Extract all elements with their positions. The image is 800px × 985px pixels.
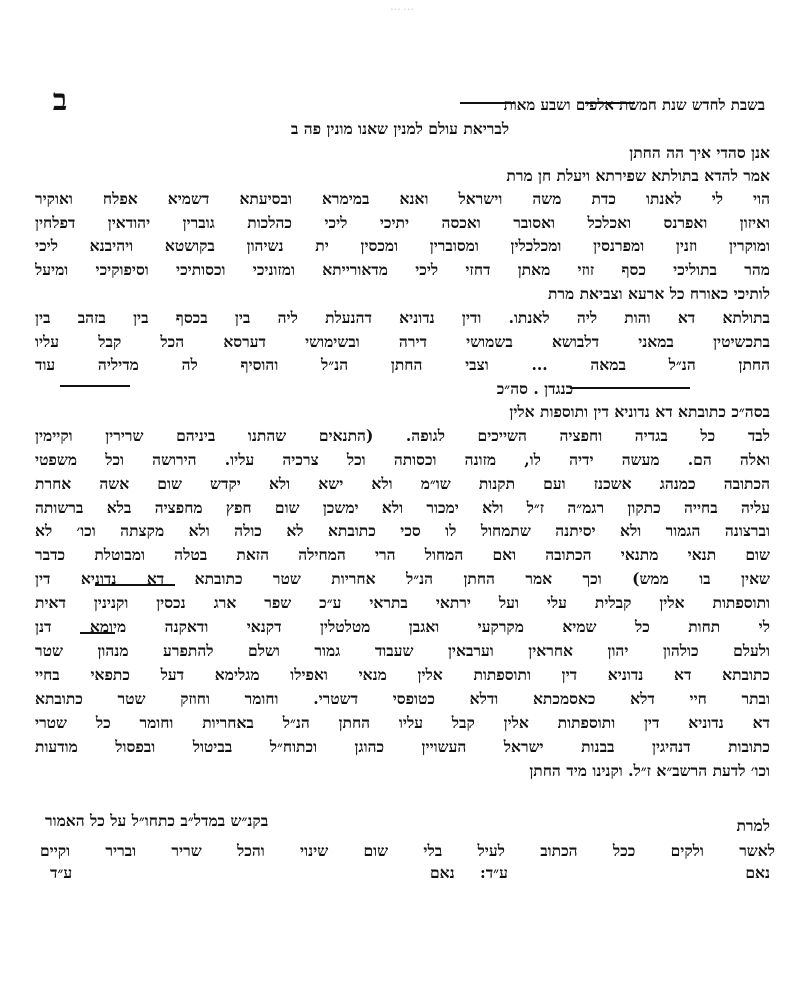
header-letter-bet: ב: [52, 83, 68, 118]
body-line: בתכשיטין במאני דלבושא בשמושי דירה ובשימושי דערסא הכל קבל עליו: [35, 332, 770, 351]
body-line: ותוספתות אלין קבלית עלי ועל ירתאי בתראי ע״כ שפר ארג נכסין וקנינין דאית: [35, 593, 770, 612]
fill-in-blank: [460, 102, 515, 104]
body-line: בתולתא דא והות ליה לאנתו. ודין נדוניא דהנעלת ליה בין בכסף בין בזהב בין: [35, 308, 770, 327]
body-line: לותיכי כאורח כל ארעא וצביאת מרת: [547, 284, 770, 303]
witness-label-2: נאם: [430, 863, 455, 882]
body-line: וברצונה הגמור ולא יסיתנה שתמחול לו סכי כתובתא לא כולה ולא מקצתה וכו׳ לא: [35, 521, 770, 540]
body-line: כתובתא דא נדוניא דין ותוספתות אלין מנאי ואפילו מגלימא דעל כתפאי בחיי: [35, 665, 770, 684]
fill-in-blank: [60, 385, 130, 387]
body-line: אמר להדא בתולתא שפירתא ויעלת חן מרת: [506, 166, 770, 185]
header-line-1: בשבת לחדש שנת חמשת אלפים ושבע מאות: [503, 96, 765, 114]
fill-in-blank: [80, 632, 115, 634]
body-line: אנן סהדי איך הה החתן: [629, 143, 770, 162]
fill-in-blank: [570, 387, 690, 389]
body-line: הכתובה כמנהג אשכנז ועם תקנות שו״מ ולא ישא ולא יקדש שום אשה אחרת: [35, 474, 770, 493]
faint-top-text: ……: [390, 0, 416, 13]
fill-in-blank: [95, 584, 175, 586]
fill-in-blank: [585, 102, 635, 104]
body-line: עליה בחייה כתקון רגמ״ה ז״ל ולא ימכור ולא ימשכן שום חפץ מחפציה בלא ברשותה: [35, 498, 770, 517]
witness-label-4: נאם: [745, 863, 770, 882]
witness-label-1: ע״ד:: [480, 863, 508, 882]
body-line: בסה״כ כתובתא דא נדוניא דין ותוספות אלין: [509, 402, 770, 421]
closing-kinyan: בקנ״ש במדל״ב כתחו״ל על כל האמור: [45, 811, 269, 830]
body-line: החתן הנ״ל במאה ... וצבי החתן הנ״ל והוסיף לה מדיליה עוד: [35, 355, 770, 374]
body-line: ואיזון ואפרנס ואכלכל ואסובר ואכסה יתיכי ליכי כהלכות גוברין יהודאין דפלחין: [35, 213, 770, 232]
header-line-2: לבריאת עולם למנין שאנו מונין פה ב: [290, 119, 510, 138]
body-line: שאין בו ממש) וכך אמר החתן הנ״ל אחריות שטר כתובתא דא נדוניא דין: [35, 569, 770, 588]
body-line: ומוקרין וזנין ומפרנסין ומכלכלין ומסוברין ומכסין ית נשיהון בקושטא ויהיבנא ליכי: [35, 236, 770, 255]
body-line: ולעלם כולהון יהון אחראין וערבאין שעבוד גמור ושלם להתפרע מנהון שטר: [35, 641, 770, 660]
body-line: ואלה הם. מעשה ידיה לו, מזונה וכסותה וכל צרכיה עליו. הירושה וכל משפטי: [35, 450, 770, 469]
witness-label-3: ע״ד: [50, 863, 73, 882]
body-line: דא נדוניא דין ותוספתות אלין קבל עליו החתן הנ״ל באחריות וחומר כל שטרי: [35, 713, 770, 732]
body-line: מהר בתוליכי כסף זוזי מאתן דחזי ליכי מדאורייתא ומזוניכי וכסותיכי וסיפוקיכי ומיעל: [35, 260, 770, 279]
body-line: שום תנאי מתנאי הכתובה ואם המחול הרי המחילה הזאת בטלה ומבוטלת כדבר: [35, 545, 770, 564]
body-line: כתובות דנהיגין בבנות ישראל העשויין כהוגן וכתוח״ל בביטול ובפסול מודעות: [35, 737, 770, 756]
closing-marat: למרת: [736, 816, 770, 835]
body-line: לבד כל בגדיה וחפציה השייכים לגופה. (התנאים שהתנו ביניהם שרירין וקיימין: [35, 426, 770, 445]
body-line: וכו׳ לדעת הרשב״א ז״ל. וקנינו מיד החתן: [529, 761, 770, 780]
body-line: לי תחות כל שמיא מקרקעי ואגבן מטלטלין דקנאי ודאקנה מיומא דנן: [35, 617, 770, 636]
closing-line-2: לאשר ולקים ככל הכתוב לעיל בלי שום שינוי והכל שריר ובריר וקיים: [40, 841, 775, 860]
body-line: ובתר חיי דלא כאסמכתא ודלא כטופסי דשטרי. וחומר וחוזק שטר כתובתא: [35, 689, 770, 708]
body-line: כנגדן . סה״כ: [496, 379, 574, 398]
body-line: הוי לי לאנתו כדת משה וישראל ואנא במימרא ובסיעתא דשמיא אפלח ואוקיר: [35, 189, 770, 208]
